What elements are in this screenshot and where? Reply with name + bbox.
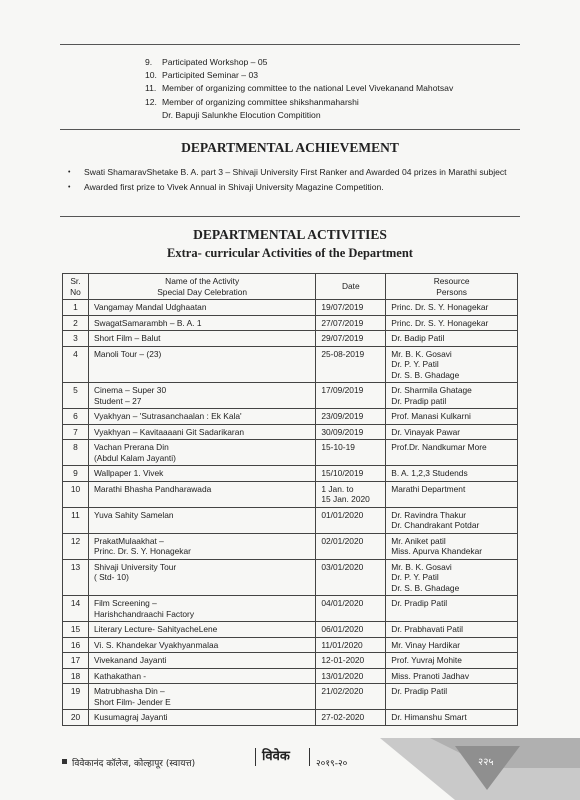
section-rule [60, 129, 520, 130]
table-row [63, 409, 518, 425]
cell-persons: Dr. Sharmila Ghatage Dr. Pradip patil [386, 383, 518, 409]
table-row [63, 383, 518, 409]
cell-persons: Dr. Badip Patil [386, 331, 518, 347]
table-row [63, 559, 518, 596]
cell-activity: Vyakhyan – 'Sutrasanchaalan : Ek Kala' [88, 409, 315, 425]
cell-date: 06/01/2020 [316, 622, 386, 638]
table-row [63, 481, 518, 507]
cell-sr: 14 [63, 596, 89, 622]
table-row [63, 424, 518, 440]
cell-activity: Vyakhyan – Kavitaaaani Git Sadarikaran [88, 424, 315, 440]
cell-date: 19/07/2019 [316, 300, 386, 316]
numbered-list [145, 56, 453, 122]
cell-persons: Prof.Dr. Nandkumar More [386, 440, 518, 466]
cell-date: 13/01/2020 [316, 668, 386, 684]
cell-persons: Prof. Yuvraj Mohite [386, 653, 518, 669]
activities-subheading: Extra- curricular Activities of the Department [167, 246, 413, 260]
achievement-text: Swati ShamaravShetake B. A. part 3 – Shivaji University First Ranker and Awarded 04 prizes in Marathi subject [84, 167, 507, 177]
table-row [63, 622, 518, 638]
achievement-item [68, 181, 518, 194]
cell-persons: Dr. Himanshu Smart [386, 710, 518, 726]
list-item [145, 82, 453, 95]
cell-persons: Miss. Pranoti Jadhav [386, 668, 518, 684]
footer-bullet-square [62, 759, 67, 764]
cell-sr: 2 [63, 315, 89, 331]
cell-sr: 3 [63, 331, 89, 347]
list-item [145, 56, 453, 69]
table-row [63, 507, 518, 533]
page-number: २२५ [478, 757, 494, 768]
cell-activity: Yuva Sahity Samelan [88, 507, 315, 533]
achievement-heading: DEPARTMENTAL ACHIEVEMENT [181, 140, 399, 155]
cell-date: 1 Jan. to 15 Jan. 2020 [316, 481, 386, 507]
cell-persons: Mr. Vinay Hardikar [386, 637, 518, 653]
cell-persons: Marathi Department [386, 481, 518, 507]
cell-sr: 1 [63, 300, 89, 316]
footer-college-name: विवेकानंद कॉलेज, कोल्हापूर (स्वायत्त) [72, 759, 196, 769]
footer-magazine-name: विवेक [262, 749, 290, 764]
table-row [63, 637, 518, 653]
cell-date: 15/10/2019 [316, 466, 386, 482]
cell-sr: 19 [63, 684, 89, 710]
cell-sr: 10 [63, 481, 89, 507]
cell-date: 12-01-2020 [316, 653, 386, 669]
page-footer [0, 738, 580, 800]
table-row [63, 440, 518, 466]
achievement-text: Awarded first prize to Vivek Annual in Shivaji University Magazine Competition. [84, 182, 384, 192]
table-row [63, 596, 518, 622]
list-item [145, 69, 453, 82]
list-item-text: Participited Seminar – 03 [162, 70, 259, 81]
list-item-text: Member of organizing committee shikshanmaharshi [162, 96, 359, 107]
cell-persons: Mr. Aniket patil Miss. Apurva Khandekar [386, 533, 518, 559]
table-header-row [63, 274, 518, 300]
cell-sr: 8 [63, 440, 89, 466]
cell-date: 25-08-2019 [316, 346, 386, 383]
table-row [63, 668, 518, 684]
table-row [63, 533, 518, 559]
list-item-number: 9. [145, 57, 153, 67]
cell-persons: Dr. Pradip Patil [386, 596, 518, 622]
cell-date: 17/09/2019 [316, 383, 386, 409]
cell-persons: Dr. Ravindra Thakur Dr. Chandrakant Potdar [386, 507, 518, 533]
cell-date: 30/09/2019 [316, 424, 386, 440]
footer-corner-graphic [0, 738, 580, 800]
achievement-list [68, 166, 518, 196]
cell-sr: 6 [63, 409, 89, 425]
cell-activity: Manoli Tour – (23) [88, 346, 315, 383]
cell-date: 01/01/2020 [316, 507, 386, 533]
section-rule [60, 216, 520, 217]
list-item [145, 96, 453, 109]
cell-sr: 9 [63, 466, 89, 482]
cell-date: 21/02/2020 [316, 684, 386, 710]
column-header-activity: Name of the Activity Special Day Celebration [88, 274, 315, 300]
column-header-persons: Resource Persons [386, 274, 518, 300]
table-row [63, 315, 518, 331]
cell-activity: Kusumagraj Jayanti [88, 710, 315, 726]
cell-persons: Princ. Dr. S. Y. Honagekar [386, 300, 518, 316]
list-item-number: 12. [145, 96, 157, 107]
table-row [63, 653, 518, 669]
cell-sr: 17 [63, 653, 89, 669]
cell-date: 02/01/2020 [316, 533, 386, 559]
cell-activity: Vi. S. Khandekar Vyakhyanmalaa [88, 637, 315, 653]
cell-date: 29/07/2019 [316, 331, 386, 347]
list-item-text: Member of organizing committee to the national Level Vivekanand Mahotsav [162, 83, 454, 94]
footer-divider [255, 748, 256, 766]
cell-activity: Shivaji University Tour ( Std- 10) [88, 559, 315, 596]
bullet-icon: • [68, 184, 71, 191]
cell-persons: Dr. Pradip Patil [386, 684, 518, 710]
cell-date: 15-10-19 [316, 440, 386, 466]
cell-activity: Vangamay Mandal Udghaatan [88, 300, 315, 316]
list-item-continuation: Dr. Bapuji Salunkhe Elocution Compitition [162, 109, 321, 120]
cell-activity: Vachan Prerana Din (Abdul Kalam Jayanti) [88, 440, 315, 466]
cell-sr: 7 [63, 424, 89, 440]
cell-sr: 16 [63, 637, 89, 653]
cell-sr: 12 [63, 533, 89, 559]
table-row [63, 466, 518, 482]
cell-sr: 4 [63, 346, 89, 383]
cell-persons: Mr. B. K. Gosavi Dr. P. Y. Patil Dr. S. B. Ghadage [386, 559, 518, 596]
list-item-number: 10. [145, 70, 157, 81]
table-row [63, 710, 518, 726]
cell-activity: SwagatSamarambh – B. A. 1 [88, 315, 315, 331]
cell-date: 27/07/2019 [316, 315, 386, 331]
cell-activity: PrakatMulaakhat – Princ. Dr. S. Y. Honagekar [88, 533, 315, 559]
cell-sr: 5 [63, 383, 89, 409]
cell-persons: B. A. 1,2,3 Studends [386, 466, 518, 482]
column-header-sr: Sr. No [63, 274, 89, 300]
cell-sr: 11 [63, 507, 89, 533]
cell-date: 04/01/2020 [316, 596, 386, 622]
cell-activity: Literary Lecture- SahityacheLene [88, 622, 315, 638]
top-rule [60, 44, 520, 45]
cell-date: 23/09/2019 [316, 409, 386, 425]
cell-date: 27-02-2020 [316, 710, 386, 726]
table-row [63, 346, 518, 383]
table-row [63, 331, 518, 347]
list-item-text: Participated Workshop – 05 [162, 57, 268, 67]
list-item-number: 11. [145, 83, 157, 94]
cell-activity: Wallpaper 1. Vivek [88, 466, 315, 482]
footer-year: २०१९-२० [316, 759, 348, 769]
cell-sr: 18 [63, 668, 89, 684]
cell-persons: Mr. B. K. Gosavi Dr. P. Y. Patil Dr. S. B. Ghadage [386, 346, 518, 383]
cell-activity: Short Film – Balut [88, 331, 315, 347]
cell-activity: Kathakathan - [88, 668, 315, 684]
cell-date: 11/01/2020 [316, 637, 386, 653]
column-header-date: Date [316, 274, 386, 300]
cell-activity: Film Screening – Harishchandraachi Factory [88, 596, 315, 622]
cell-activity: Cinema – Super 30 Student – 27 [88, 383, 315, 409]
cell-persons: Dr. Prabhavati Patil [386, 622, 518, 638]
table-row [63, 684, 518, 710]
cell-activity: Matrubhasha Din – Short Film- Jender E [88, 684, 315, 710]
cell-persons: Dr. Vinayak Pawar [386, 424, 518, 440]
cell-sr: 15 [63, 622, 89, 638]
cell-sr: 13 [63, 559, 89, 596]
cell-persons: Princ. Dr. S. Y. Honagekar [386, 315, 518, 331]
cell-date: 03/01/2020 [316, 559, 386, 596]
footer-divider [309, 748, 310, 766]
bullet-icon: • [68, 169, 71, 176]
cell-sr: 20 [63, 710, 89, 726]
activities-table [62, 273, 518, 726]
achievement-item [68, 166, 518, 179]
table-row [63, 300, 518, 316]
activities-heading: DEPARTMENTAL ACTIVITIES [193, 227, 387, 242]
cell-persons: Prof. Manasi Kulkarni [386, 409, 518, 425]
cell-activity: Marathi Bhasha Pandharawada [88, 481, 315, 507]
cell-activity: Vivekanand Jayanti [88, 653, 315, 669]
